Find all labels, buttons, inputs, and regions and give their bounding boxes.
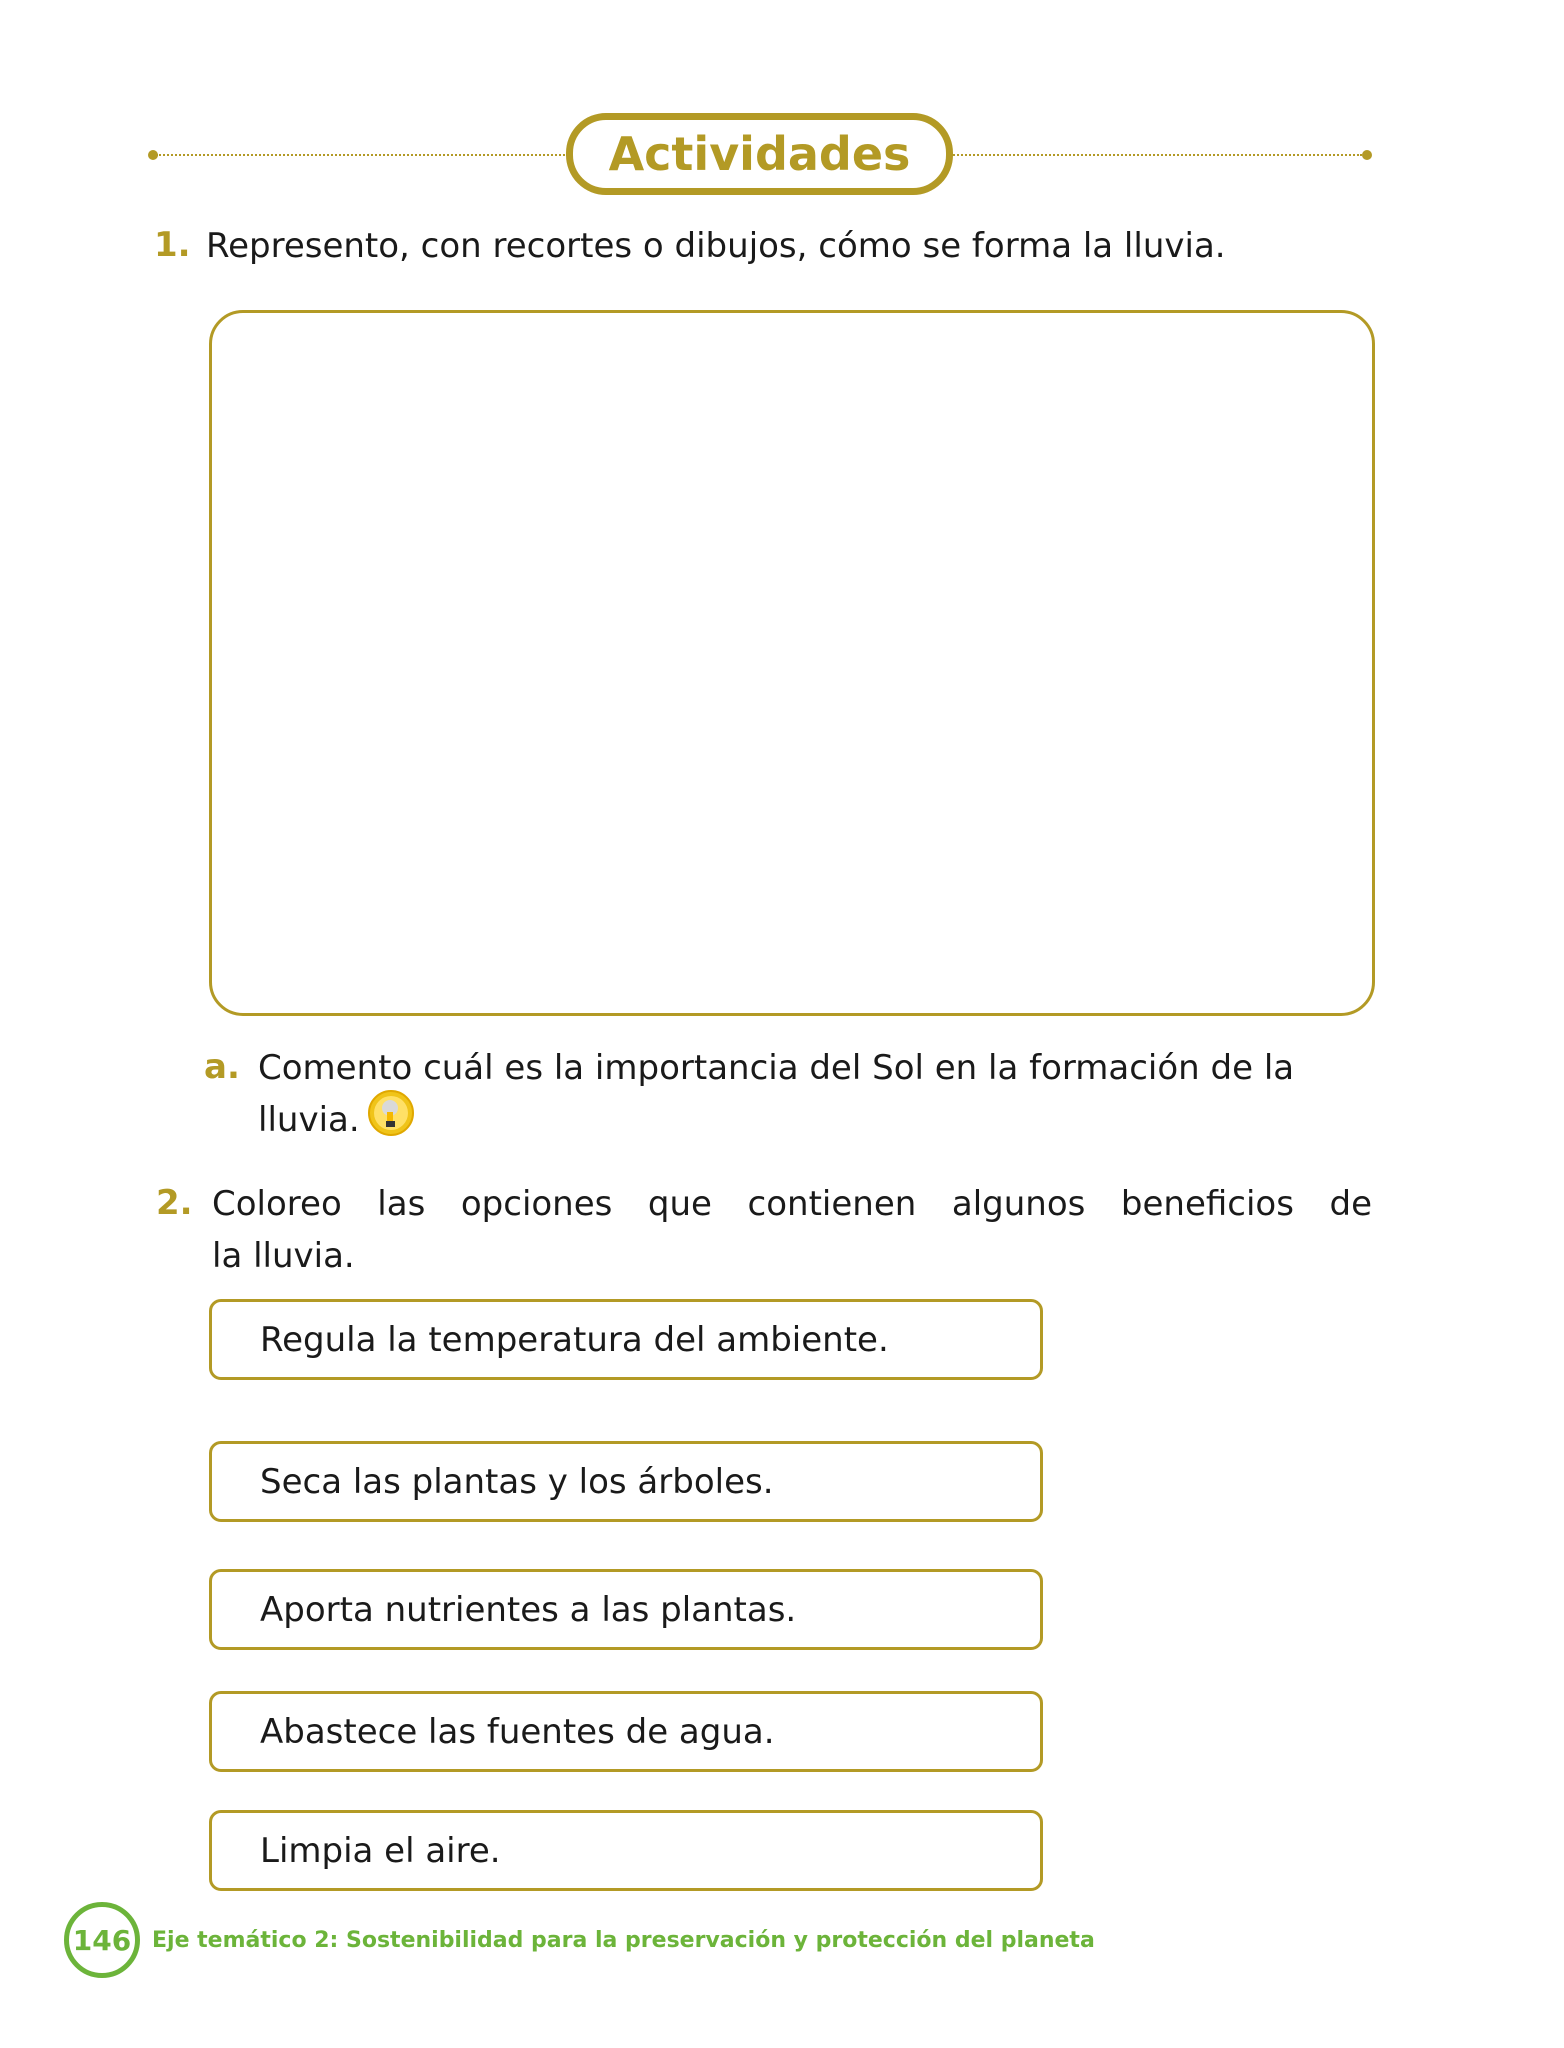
question-1-number: 1. — [154, 225, 191, 265]
question-2-line1 — [212, 1178, 1372, 1231]
option-1[interactable]: Regula la temperatura del ambiente. — [209, 1299, 1043, 1380]
drawing-area[interactable] — [209, 310, 1375, 1016]
footer-axis-title: Eje temático 2: Sostenibilidad para la preservación y protección del planeta — [152, 1928, 1095, 1953]
line-end-dot-right — [1362, 150, 1372, 160]
divider-right — [950, 154, 1362, 156]
option-4[interactable]: Abastece las fuentes de agua. — [209, 1691, 1043, 1772]
question-1a-line1: Comento cuál es la importancia del Sol en la formación de la — [258, 1048, 1295, 1088]
divider-left — [156, 154, 568, 156]
lightbulb-icon — [368, 1090, 414, 1136]
question-1a-letter: a. — [204, 1047, 240, 1087]
question-2-line1-text: Coloreo las opciones que contienen algunos beneficios de — [212, 1184, 1372, 1224]
page-number: 146 — [64, 1902, 140, 1978]
question-1-text: Represento, con recortes o dibujos, cómo se forma la lluvia. — [206, 226, 1226, 266]
option-5[interactable]: Limpia el aire. — [209, 1810, 1043, 1891]
question-2-line2: la lluvia. — [212, 1236, 355, 1276]
option-2[interactable]: Seca las plantas y los árboles. — [209, 1441, 1043, 1522]
option-3[interactable]: Aporta nutrientes a las plantas. — [209, 1569, 1043, 1650]
section-title: Actividades — [566, 113, 953, 195]
question-2-number: 2. — [156, 1183, 193, 1223]
question-1a-line2: lluvia. — [258, 1100, 360, 1140]
